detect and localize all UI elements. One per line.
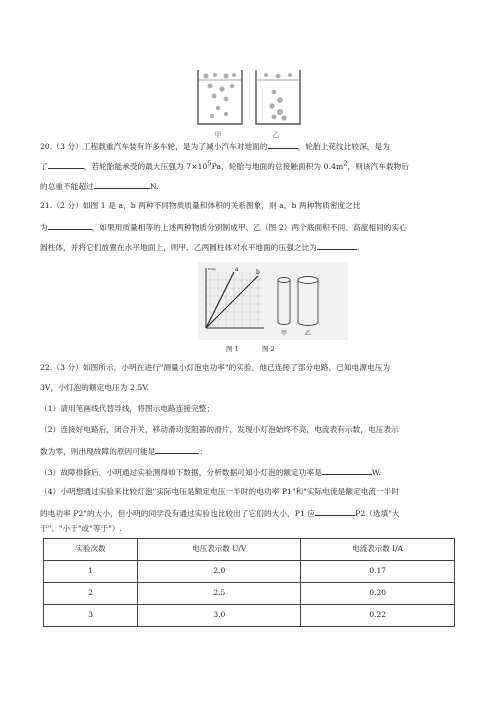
cylinder-right-label: 乙 xyxy=(304,330,312,337)
table-cell: 3 xyxy=(44,605,138,627)
q21-text: . xyxy=(356,243,360,252)
q22-sub-2-line-1 xyxy=(40,425,460,435)
q22-text: 22.（3 分）如图所示，小明在进行"测量小灯泡电功率"的实验，他已连接了部分电路，已知电源电压为 xyxy=(40,363,391,372)
q22-line-2 xyxy=(40,383,460,393)
q21-line-3 xyxy=(40,241,460,253)
table-header-cell: 电流表示数 I/A xyxy=(301,539,455,561)
q20-text: N. xyxy=(149,182,159,191)
q20-blank-2[interactable] xyxy=(48,160,84,169)
table-header-cell: 电压表示数 U/V xyxy=(138,539,301,561)
beaker-figure xyxy=(188,62,310,140)
experiment-data-table xyxy=(43,538,455,627)
q20-text: ，轮胎上花纹比较深，是为 xyxy=(297,142,390,151)
q20-line-2 xyxy=(40,160,460,172)
q21-line-1 xyxy=(40,201,460,211)
q21-text: 21.（2 分）如图 1 是 a，b 两种不同物质质量和体积的关系图象，则 a，b 两种物质密度之比 xyxy=(40,201,361,210)
q22-sub-4-line-2 xyxy=(40,507,460,519)
table-header-cell: 实验次数 xyxy=(44,539,138,561)
q22-blank-1[interactable] xyxy=(155,445,199,454)
line-b-label: b xyxy=(256,269,260,276)
q21-line-2 xyxy=(40,221,460,233)
q22-sub-2-line-2 xyxy=(40,445,460,457)
q22-sub-4-line-3 xyxy=(40,524,460,534)
table-cell: 2 xyxy=(44,583,138,605)
q20-exponent: 5 xyxy=(207,160,212,168)
beaker-left-label: 甲 xyxy=(214,131,222,139)
q22-line-1 xyxy=(40,363,460,373)
q22-text: （2）连接好电路后，闭合开关，移动滑动变阻器的滑片，发现小灯泡始终不亮，电流表有示数，电压表示 xyxy=(40,425,399,434)
table-cell: 2.5 xyxy=(138,583,301,605)
q21-text: ，如果用质量相等的上述两种物质分别制成甲、乙（图 2）两个底面积不同、高度相同的实心 xyxy=(91,223,407,232)
q21-text: 为 xyxy=(40,223,48,232)
q21-blank-1[interactable] xyxy=(48,221,92,230)
table-cell: 0.20 xyxy=(301,583,455,605)
q22-text: 数为零，则出现故障的原因可能是 xyxy=(40,447,156,456)
q22-text: 3V，小灯泡的额定电压为 2.5V. xyxy=(40,383,150,392)
q22-text: （3）故障排除后，小明通过实验测得如下数据，分析数据可知小灯泡的额定功率是 xyxy=(40,468,322,477)
table-row xyxy=(44,561,455,583)
q22-text: 的电功率 P2"的大小，但小明的同学没有通过实验也比较出了它们的大小，P1 应 xyxy=(40,509,316,518)
q20-text: 的总重不能超过 xyxy=(40,182,94,191)
q22-text: P2（选填"大 xyxy=(355,509,400,518)
beaker-left-outline xyxy=(198,70,242,124)
table-row xyxy=(44,583,455,605)
q20-text: 20.（3 分）工程载重汽车装有许多车轮，是为了减小汽车对地面的 xyxy=(40,142,268,151)
line-a-label: a xyxy=(235,266,239,273)
q20-blank-3[interactable] xyxy=(94,180,150,189)
figure-2-caption: 图 2 xyxy=(262,345,275,353)
q20-line-1 xyxy=(40,140,460,152)
table-cell: 0.22 xyxy=(301,605,455,627)
beaker-right-label: 乙 xyxy=(272,131,280,139)
q22-text: W. xyxy=(371,468,381,477)
q20-text: Pa，轮胎与地面的总接触面积为 0.4m xyxy=(211,162,344,171)
q21-text: 圆柱体，并将它们放置在水平地面上，则甲、乙两圆柱体对水平地面的压强之比为 xyxy=(40,243,317,252)
figure-1-caption: 图 1 xyxy=(226,345,239,353)
q21-blank-2[interactable] xyxy=(317,241,357,250)
table-header-row xyxy=(44,539,455,561)
q22-blank-2[interactable] xyxy=(322,466,372,475)
q20-exponent: 2 xyxy=(343,160,348,168)
q20-line-3 xyxy=(40,180,460,192)
y-axis-label: m/g xyxy=(208,266,216,271)
q22-sub-1 xyxy=(40,404,460,414)
q22-blank-3[interactable] xyxy=(315,507,355,516)
q22-text: （4）小明想通过实验来比较灯泡"实际电压是额定电压一半时的电功率 P1"和"实际电流是额定电流一半时 xyxy=(40,487,400,496)
q20-text: ，则该汽车载物后 xyxy=(347,162,410,171)
q22-text: ； xyxy=(199,447,208,456)
q22-text: 于"、"小于"或"等于"）. xyxy=(40,524,123,533)
q20-text: 了 xyxy=(40,162,48,171)
q22-sub-4-line-1 xyxy=(40,487,460,497)
q20-text: ，若轮胎能承受的最大压强为 7×10 xyxy=(83,162,208,171)
q22-sub-3 xyxy=(40,466,460,478)
q20-blank-1[interactable] xyxy=(268,140,298,149)
q22-text: （1）请用笔画线代替导线，将图示电路连接完整； xyxy=(40,404,215,413)
table-row xyxy=(44,605,455,627)
table-cell: 0.17 xyxy=(301,561,455,583)
table-cell: 2.0 xyxy=(138,561,301,583)
cylinder-left-label: 甲 xyxy=(280,330,288,337)
density-figure xyxy=(198,262,348,340)
table-cell: 1 xyxy=(44,561,138,583)
table-cell: 3.0 xyxy=(138,605,301,627)
